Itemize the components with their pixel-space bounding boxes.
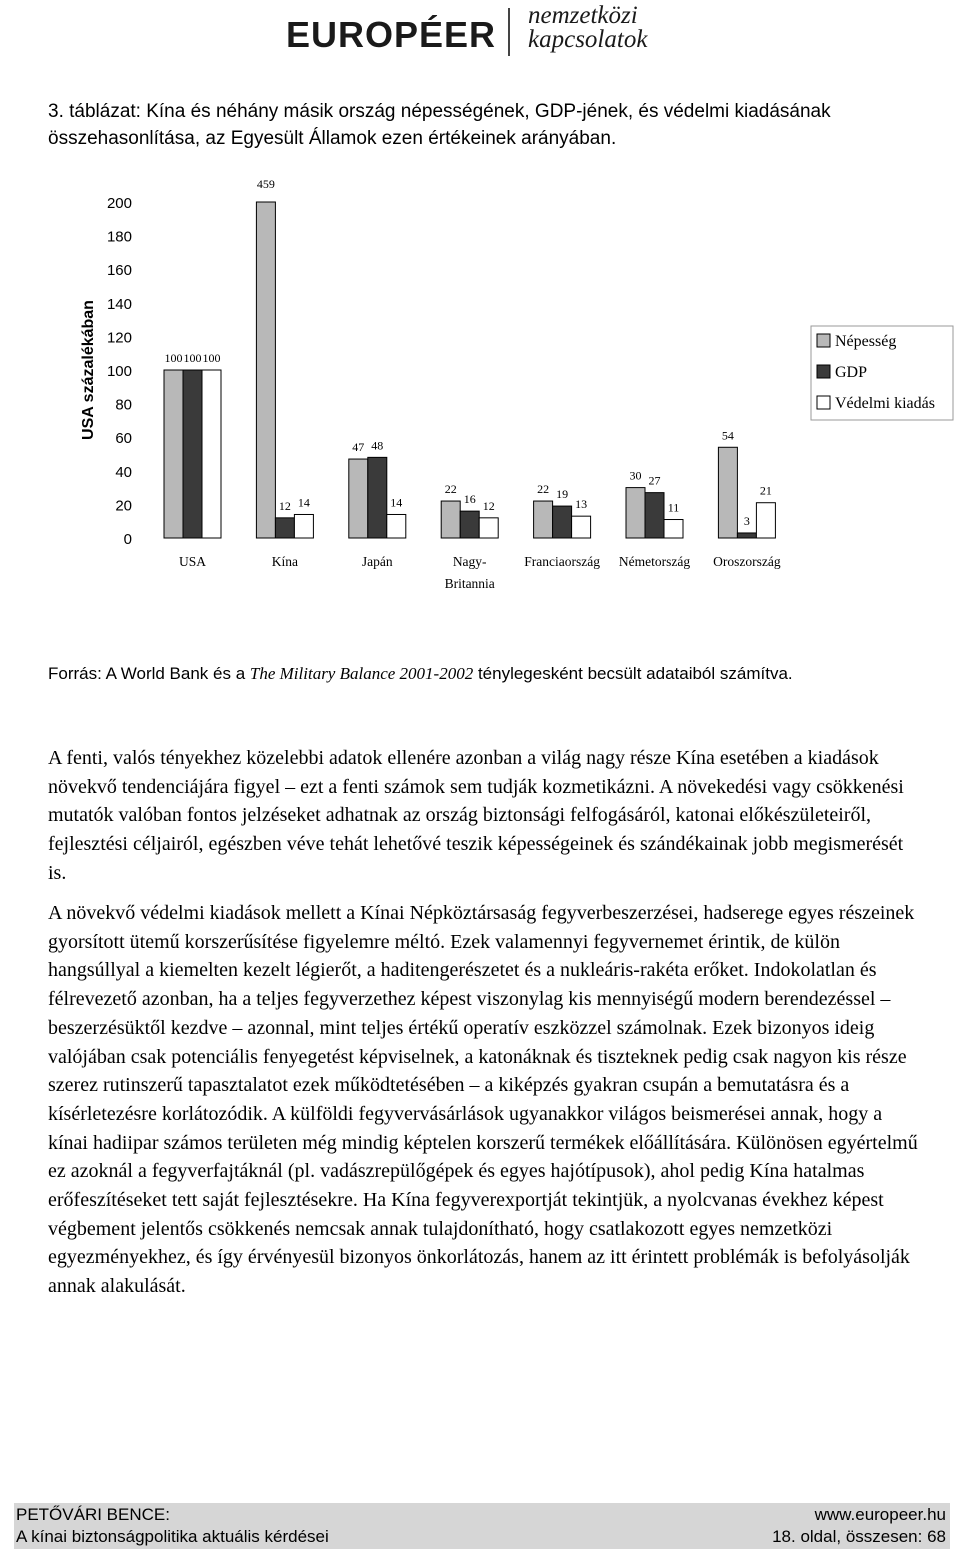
x-tick-label: USA <box>178 554 207 569</box>
y-tick-label: 100 <box>106 363 132 380</box>
bar-3-2 <box>479 518 498 538</box>
y-tick-label: 140 <box>106 295 132 313</box>
data-label: 22 <box>537 482 550 497</box>
bar-0-1 <box>183 370 202 538</box>
legend-label: Védelmi kiadás <box>835 395 935 412</box>
paragraph-1: A fenti, valós tényekhez közelebbi adatok ellenére azonban a világ nagy része Kína esetében a kiadások növekvő tendenciájára figyel – ezt a fenti számok sem tudják kozmetikázni. A növekedési vagy csökkenési mutatók valóban fontos jelzéseket adhatnak az ország biztonsági felfogásáról, katonai előkészületeiről, fejlesztési céljairól, egészben véve tehát lehetővé teszik képességeinek és szándékainak jobb megismerését is. <box>48 747 904 884</box>
legend-swatch <box>817 334 830 347</box>
footer-page-number: 18. oldal, összesen: 68 <box>772 1527 946 1546</box>
logo-sub-line1: nemzetközi <box>528 2 638 29</box>
footer-author: PETŐVÁRI BENCE: <box>16 1505 170 1524</box>
bar-2-2 <box>387 514 406 538</box>
data-label: 54 <box>721 428 734 443</box>
x-tick-label: Kína <box>271 554 299 569</box>
bar-4-1 <box>553 506 572 538</box>
data-label: 459 <box>256 177 275 191</box>
bar-2-1 <box>368 457 387 538</box>
y-tick-label: 80 <box>115 396 132 414</box>
bar-0-2 <box>202 370 221 538</box>
page-footer <box>14 1503 950 1549</box>
x-tick-label: Franciaország <box>524 554 600 569</box>
data-label: 11 <box>667 500 680 515</box>
data-label: 3 <box>743 513 750 528</box>
data-label: 13 <box>575 497 588 512</box>
bar-5-0 <box>626 488 645 538</box>
x-tick-label: Németország <box>618 554 691 569</box>
y-axis-title: USA százalékában <box>80 300 97 440</box>
x-tick-label: Nagy- <box>452 554 487 569</box>
data-label: 12 <box>482 498 495 513</box>
bar-5-1 <box>645 493 664 538</box>
bar-3-1 <box>460 511 479 538</box>
y-tick-label: 40 <box>115 463 132 481</box>
data-label: 22 <box>444 482 457 497</box>
data-label: 100 <box>164 351 183 365</box>
logo-sub-line2: kapcsolatok <box>528 26 648 53</box>
europeer-logo <box>286 4 686 64</box>
data-label: 100 <box>202 351 221 365</box>
y-tick-label: 120 <box>106 329 132 347</box>
logo-divider <box>508 8 510 56</box>
bar-6-2 <box>756 503 775 538</box>
logo-main-text: EUROPÉER <box>286 14 497 55</box>
table-caption: 3. táblázat: Kína és néhány másik ország népességének, GDP-jének, és védelmi kiadásának összehasonlítása, az Egyesült Államok ezen értékeinek arányában. <box>48 101 831 149</box>
data-label: 16 <box>463 492 476 507</box>
y-tick-label: 0 <box>123 531 132 548</box>
bar-chart <box>0 160 960 600</box>
data-label: 47 <box>352 440 365 455</box>
bar-6-1 <box>737 533 756 538</box>
y-tick-label: 60 <box>115 430 132 448</box>
legend-swatch <box>817 365 830 378</box>
bar-5-2 <box>664 520 683 538</box>
bar-2-0 <box>349 459 368 538</box>
bar-1-1 <box>275 518 294 538</box>
legend-label: GDP <box>835 364 868 381</box>
y-tick-label: 20 <box>115 497 132 515</box>
bar-3-0 <box>441 501 460 538</box>
x-tick-label: Japán <box>361 554 393 569</box>
data-label: 27 <box>648 473 661 488</box>
footer-url: www.europeer.hu <box>814 1505 946 1524</box>
source-note <box>48 664 948 684</box>
x-tick-label: Oroszország <box>713 554 781 569</box>
y-tick-label: 160 <box>106 262 132 280</box>
data-label: 100 <box>183 351 202 365</box>
data-label: 21 <box>759 483 772 498</box>
bar-1-2 <box>294 514 313 538</box>
data-label: 12 <box>278 498 291 513</box>
bar-4-2 <box>572 516 591 538</box>
source-suffix: ténylegesként becsült adataiból számítva. <box>473 664 793 683</box>
bar-4-0 <box>534 501 553 538</box>
source-prefix: Forrás: A World Bank és a <box>48 664 250 683</box>
data-label: 14 <box>390 495 403 510</box>
bar-0-0 <box>164 370 183 538</box>
legend-label: Népesség <box>835 333 897 350</box>
footer-title: A kínai biztonságpolitika aktuális kérdései <box>16 1527 329 1546</box>
data-label: 48 <box>371 438 384 453</box>
y-tick-label: 180 <box>106 228 132 246</box>
x-tick-label-line2: Britannia <box>444 576 495 591</box>
paragraph-2: A növekvő védelmi kiadások mellett a Kínai Népköztársaság fegyverbeszerzései, hadserege egyes részeinek gyorsított ütemű korszerűsítése figyelemre méltó. Ezek valamennyi fegyvernemet érintik, de külön hangsúllyal a kiemelten kezelt légierőt, a haditengerészetet és a nukleáris-rakéta erőket. Indokolatlan és félrevezető azonban, ha a teljes fegyverzethez képest viszonylag kis mennyiségű modern berendezéssel – beszerzésüktől kezdve – azonnal, mint teljes értékű operatív eszközzel számolnak. Ezek bizonyos ideig valójában csak potenciális fenyegetést képviselnek, a katonáknak és tiszteknek pedig csak nagyon kis része szerez rutinszerű tapasztalatot ezek működtetésében – a kiképzés gyakran csupán a bemutatásra és a kísérletezésre korlátozódik. A külföldi fegyvervásárlások ugyanakkor világos beismerései annak, hogy a kínai hadiipar számos területen még mindig képtelen korszerű termékek előállítására. Különösen egyértelmű ez azoknál a fegyverfajtáknál (pl. vadászrepülőgépek és egyes hajótípusok), ahol pedig Kína hatalmas erőfeszítéseket tett saját fejlesztésekre. Ha Kína fegyverexportját tekintjük, a nyolcvanas évekhez képest végbement jelentős csökkenés nemcsak annak tulajdonítható, hogy csatlakozott egyes nemzetközi egyezményekhez, és így érvényesül bizonyos önkorlátozás, hanem az itt érintett problémák is befolyásolják annak alakulását. <box>48 902 918 1298</box>
y-tick-label: 200 <box>106 195 132 212</box>
bar-6-0 <box>718 447 737 538</box>
legend-swatch <box>817 396 830 409</box>
data-label: 19 <box>556 487 569 502</box>
bar-1-0 <box>256 202 275 538</box>
data-label: 14 <box>297 495 310 510</box>
data-label: 30 <box>629 468 642 483</box>
source-book-title: The Military Balance 2001-2002 <box>249 664 474 683</box>
